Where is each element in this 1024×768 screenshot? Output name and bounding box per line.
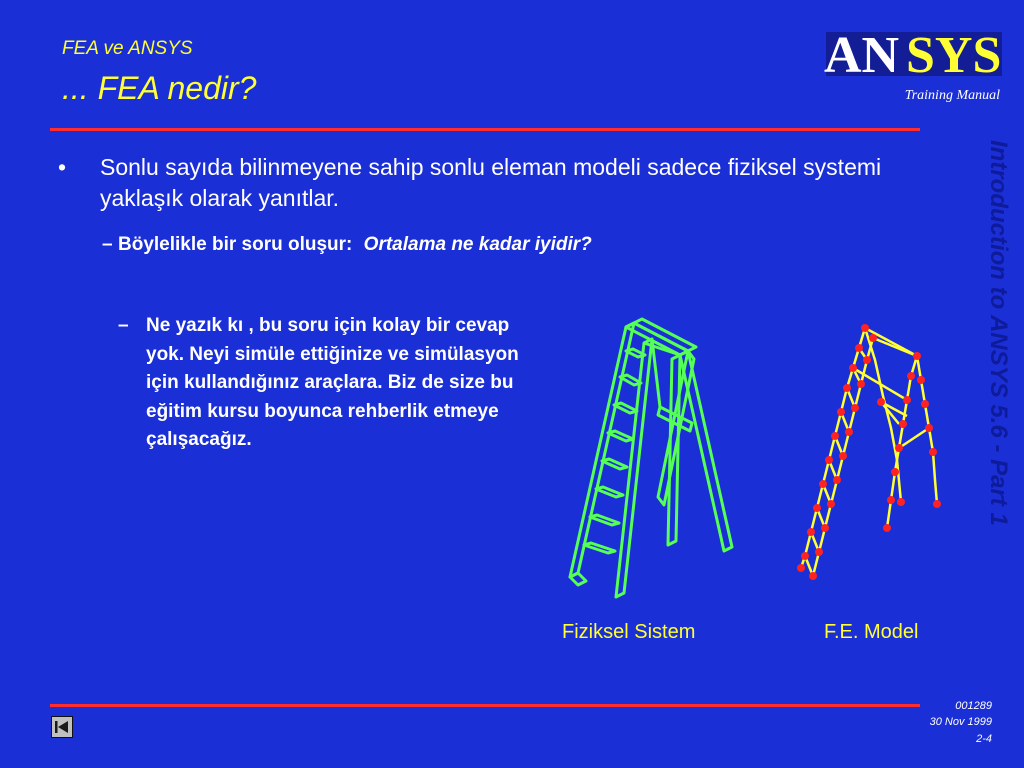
header-divider xyxy=(50,128,920,131)
svg-text:SYS: SYS xyxy=(906,27,1002,84)
footer-divider xyxy=(50,704,920,707)
sub-item-question xyxy=(102,234,592,256)
side-course-label: Introduction to ANSYS 5.6 - Part 1 xyxy=(985,140,1012,526)
fe-model-figure xyxy=(795,320,945,595)
back-arrow-icon xyxy=(52,717,72,737)
footer-page-number: 2-4 xyxy=(976,733,992,745)
physical-system-caption: Fiziksel Sistem xyxy=(562,621,696,643)
bullet-marker: • xyxy=(58,154,67,180)
footer-date: 30 Nov 1999 xyxy=(929,716,992,728)
sub-item-explanation xyxy=(118,312,538,455)
page-title: ... FEA nedir? xyxy=(62,70,257,106)
header-subtitle: FEA ve ANSYS xyxy=(62,38,193,59)
svg-text:AN: AN xyxy=(824,27,900,84)
fe-model-caption: F.E. Model xyxy=(824,621,919,643)
main-bullet xyxy=(58,152,958,214)
back-navigation-button[interactable] xyxy=(51,716,73,738)
sub-item-question-text: Böylelikle bir soru oluşur: xyxy=(118,234,353,255)
sub-item-explanation-text: Ne yazık kı , bu soru için kolay bir cevap yok. Neyi simüle ettiğinize ve simülasyon için kullandığınız araçlara. Biz de size bu eğitim kursu boyunca rehberlik etmeye çalışacağız. xyxy=(146,315,519,450)
footer-document-id: 001289 xyxy=(955,700,992,712)
dash-marker: – xyxy=(118,315,129,336)
training-manual-label: Training Manual xyxy=(904,88,1000,103)
sub-item-question-emphasis: Ortalama ne kadar iyidir? xyxy=(363,234,592,255)
ansys-logo xyxy=(820,26,1010,84)
main-bullet-text: Sonlu sayıda bilinmeyene sahip sonlu eleman modeli sadece fiziksel systemi yaklaşık olarak yanıtlar. xyxy=(100,154,882,211)
physical-ladder-figure xyxy=(560,315,740,605)
dash-marker: – xyxy=(102,234,113,255)
